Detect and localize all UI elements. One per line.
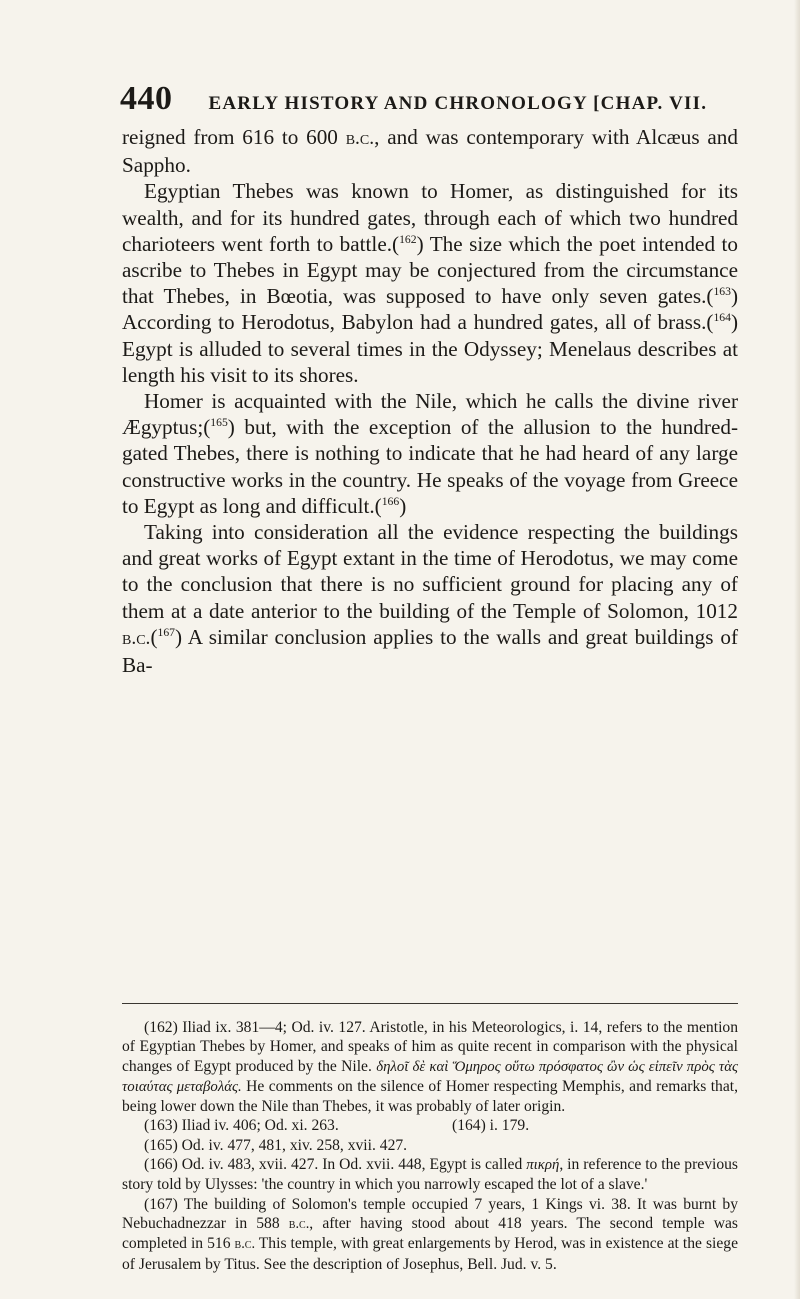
footnote-ref-167[interactable]: 167 <box>157 625 175 639</box>
footnote-165: (165) Od. iv. 477, 481, xiv. 258, xvii. 427. <box>144 1136 408 1154</box>
footnote-ref-165[interactable]: 165 <box>210 416 228 430</box>
footnote-163-164 <box>122 1116 738 1135</box>
footnote-164: (164) i. 179. <box>452 1117 530 1135</box>
footnote-162: (162) Iliad ix. 381—4; Od. iv. 127. Aristotle, in his Meteorologics, i. 14, refers to the mention of Egyptian Thebes by Homer, and speaks of him as quite recent in comparison with the physical changes of Egypt produced by the Nile. δηλοῖ δὲ καὶ Ὅμηρος οὕτω πρόσφατος ὢν ὡς εἰπεῖν πρὸς τὰς τοιαύτας μεταβολάς. He comments on the silence of Homer respecting Memphis, and remarks that, being lower down the Nile than Thebes, it was probably of later origin. <box>122 1019 738 1116</box>
footnote-ref-164[interactable]: 164 <box>713 311 731 325</box>
paragraph-3: Homer is acquainted with the Nile, which he calls the divine river Ægyptus;($^{165}$) but, with the exception of the allusion to the hundred-gated Thebes, there is nothing to indicate that he had heard of any large constructive works in the country. He speaks of the voyage from Greece to Egypt as long and difficult.($^{166}$) <box>122 389 738 518</box>
paragraph-4: Taking into consideration all the evidence respecting the buildings and great works of Egypt extant in the time of Herodotus, we may come to the conclusion that there is no sufficient ground for placing any of them at a date anterior to the building of the Temple of Solomon, 1012 b.c.($^{167}$) A similar conclusion applies to the walls and great buildings of Ba- <box>122 520 738 678</box>
page-number: 440 <box>120 80 173 117</box>
footnotes <box>122 1018 738 1274</box>
footnote-167: (167) The building of Solomon's temple occupied 7 years, 1 Kings vi. 38. It was burnt by Nebuchadnezzar in 588 b.c., after having stood about 418 years. The second temple was completed in 516 b.c. This temple, with great enlargements by Herod, was in existence at the siege of Jerusalem by Titus. See the description of Josephus, Bell. Jud. v. 5. <box>122 1195 738 1273</box>
page-header <box>120 80 740 118</box>
footnote-ref-163[interactable]: 163 <box>713 285 731 299</box>
greek-quote: δηλοῖ δὲ καὶ Ὅμηρος οὕτω πρόσφατος ὢν ὡς εἰπεῖν πρὸς τὰς τοιαύτας μεταβολάς. <box>122 1058 738 1095</box>
running-head: EARLY HISTORY AND CHRONOLOGY [CHAP. VII. <box>208 93 708 114</box>
paragraph-1: reigned from 616 to 600 b.c., and was contemporary with Alcæus and Sappho. <box>122 125 738 178</box>
footnote-ref-166[interactable]: 166 <box>381 494 400 508</box>
footnote-166: (166) Od. iv. 483, xvii. 427. In Od. xvii. 448, Egypt is called πικρή, in reference to the previous story told by Ulysses: 'the country in which you narrowly escaped the lot of a slave.' <box>122 1156 738 1194</box>
greek-word: πικρή <box>526 1157 560 1174</box>
footnote-163: (163) Iliad iv. 406; Od. xi. 263. <box>144 1117 339 1135</box>
footnote-ref-162[interactable]: 162 <box>399 232 417 246</box>
paragraph-2: Egyptian Thebes was known to Homer, as distinguished for its wealth, and for its hundred gates, through each of which two hundred charioteers went forth to battle.($^{162}$) The size which the poet intended to ascribe to Thebes in Egypt may be conjectured from the circumstance that Thebes, in Bœotia, was supposed to have only seven gates.($^{163}$) According to Herodotus, Babylon had a hundred gates, all of brass.($^{164}$) Egypt is alluded to several times in the Odyssey; Menelaus describes at length his visit to its shores. <box>122 179 738 387</box>
footnote-divider <box>122 1003 738 1004</box>
page-edge-shadow <box>794 0 800 1299</box>
main-text <box>122 124 738 678</box>
